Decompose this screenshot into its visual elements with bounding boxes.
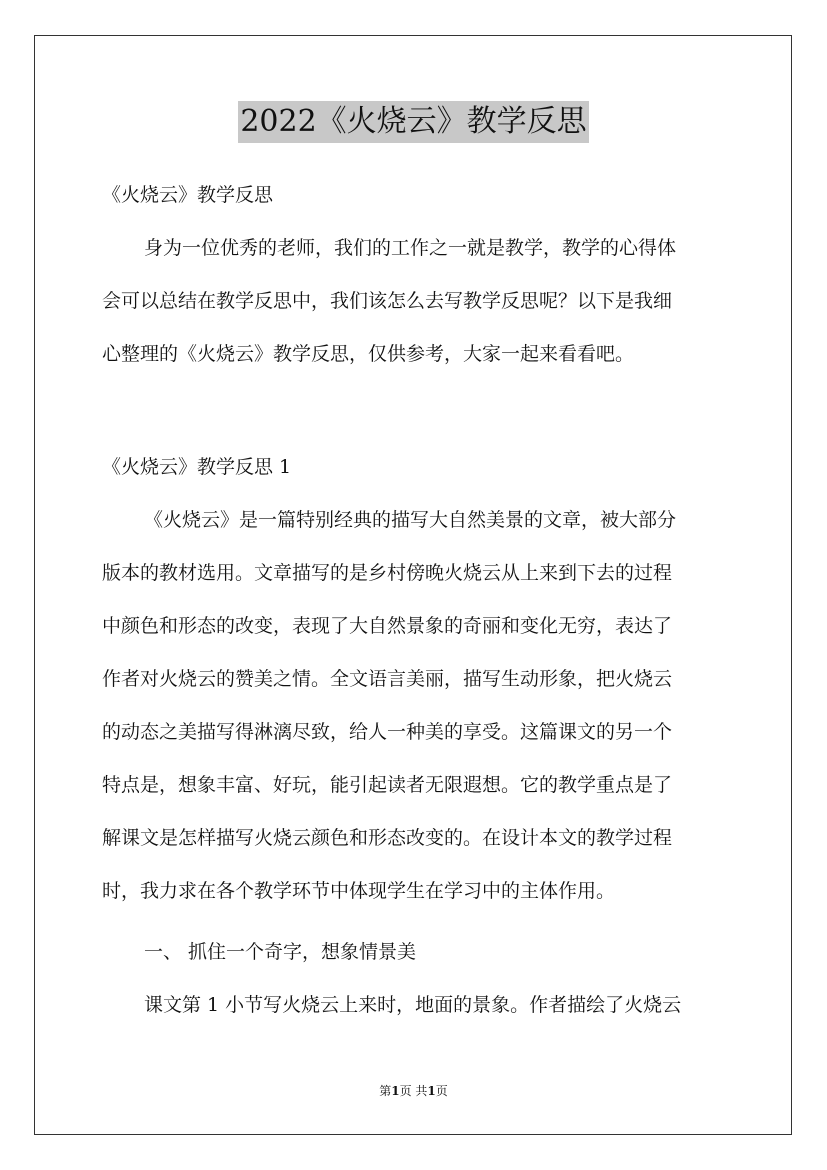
footer-total-pages: 1 (427, 1084, 436, 1098)
footer-prefix: 第 (379, 1084, 392, 1098)
footer-suffix: 页 (435, 1084, 448, 1098)
intro-line-2: 会可以总结在教学反思中，我们该怎么去写教学反思呢？以下是我细 (102, 290, 673, 312)
paragraph-line-4: 作者对火烧云的赞美之情。全文语言美丽，描写生动形象，把火烧云 (102, 668, 673, 690)
paragraph-line-5: 的动态之美描写得淋漓尽致，给人一种美的享受。这篇课文的另一个 (102, 721, 673, 743)
footer-current-page: 1 (391, 1084, 400, 1098)
document-subtitle: 《火烧云》教学反思 (102, 184, 274, 206)
paragraph-line-3: 中颜色和形态的改变，表现了大自然景象的奇丽和变化无穷，表达了 (102, 615, 673, 637)
intro-line-3: 心整理的《火烧云》教学反思，仅供参考，大家一起来看看吧。 (102, 343, 635, 365)
page-footer (0, 1083, 827, 1099)
intro-line-1: 身为一位优秀的老师，我们的工作之一就是教学，教学的心得体 (144, 237, 677, 259)
document-title: 2022《火烧云》教学反思 (238, 101, 588, 143)
point-text-line: 课文第 1 小节写火烧云上来时，地面的景象。作者描绘了火烧云 (144, 994, 682, 1016)
title-container (0, 101, 827, 143)
section-heading: 《火烧云》教学反思 1 (102, 456, 292, 478)
paragraph-line-6: 特点是，想象丰富、好玩，能引起读者无限遐想。它的教学重点是了 (102, 774, 673, 796)
paragraph-line-8: 时，我力求在各个教学环节中体现学生在学习中的主体作用。 (102, 880, 616, 902)
paragraph-line-1: 《火烧云》是一篇特别经典的描写大自然美景的文章，被大部分 (144, 509, 677, 531)
paragraph-line-7: 解课文是怎样描写火烧云颜色和形态改变的。在设计本文的教学过程 (102, 827, 673, 849)
point-heading: 一、 抓住一个奇字，想象情景美 (144, 941, 417, 963)
paragraph-line-2: 版本的教材选用。文章描写的是乡村傍晚火烧云从上来到下去的过程 (102, 562, 673, 584)
footer-mid: 页 共 (399, 1084, 428, 1098)
